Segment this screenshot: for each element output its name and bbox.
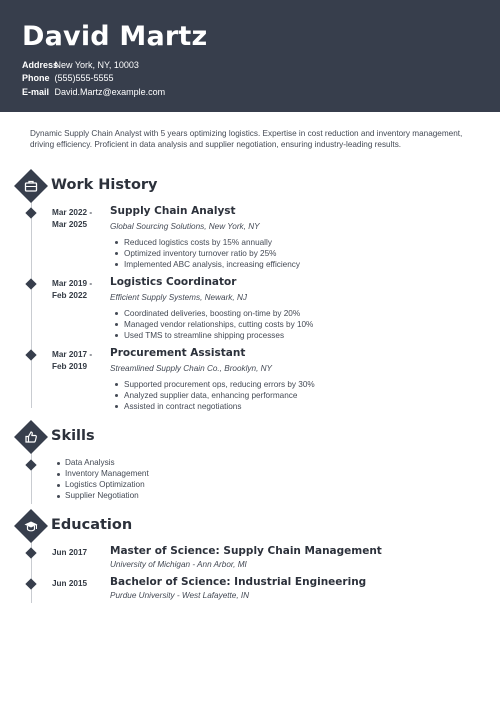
list-item: Supplier Negotiation [56,491,149,502]
job-3-bullets [114,379,315,413]
professional-summary: Dynamic Supply Chain Analyst with 5 years optimizing logistics. Expertise in cost reduction and inventory management, driving efficiency. Proficient in data analysis and supplier negotiation, ensuring industry-leading results. [30,129,463,150]
list-item: Assisted in contract negotiations [114,401,315,412]
resume-header [0,0,500,112]
phone-row [22,72,500,85]
email-label: E-mail [22,86,50,97]
job-1-dates [52,207,108,231]
address-value: New York, NY, 10003 [54,60,139,70]
list-item: Managed vendor relationships, cutting costs by 10% [114,319,313,330]
job-2-dates [52,278,108,302]
education-2-school: Purdue University - West Lafayette, IN [110,591,250,600]
job-1-date-end: Mar 2025 [52,220,88,229]
job-2-bullets [114,308,313,342]
education-title: Education [51,517,133,533]
education-2-marker [25,578,36,589]
education-1-school: University of Michigan - Ann Arbor, MI [110,560,247,569]
graduation-cap-icon [14,509,48,543]
phone-value: (555)555-5555 [54,73,114,84]
job-3-dates [52,349,108,373]
list-item: Data Analysis [56,458,149,469]
job-2-date-start: Mar 2019 - [52,279,93,288]
work-history-title: Work History [51,177,158,193]
education-2-degree: Bachelor of Science: Industrial Engineering [110,576,367,588]
thumbs-up-icon [14,420,48,454]
skills-list [56,458,149,502]
list-item: Inventory Management [56,469,149,480]
skills-title: Skills [51,428,95,444]
job-3-date-end: Feb 2019 [52,362,88,371]
email-row [22,86,500,99]
list-item: Coordinated deliveries, boosting on-time by 20% [114,308,313,319]
job-1-title: Supply Chain Analyst [110,205,236,217]
skills-marker [25,459,36,470]
job-1-date-start: Mar 2022 - [52,208,93,217]
list-item: Optimized inventory turnover ratio by 25% [114,248,300,259]
education-1-date: Jun 2017 [52,548,88,557]
education-1-degree: Master of Science: Supply Chain Management [110,545,382,557]
education-2-date: Jun 2015 [52,579,88,588]
address-label: Address [22,60,59,70]
list-item: Reduced logistics costs by 15% annually [114,237,300,248]
education-1-marker [25,547,36,558]
job-2-marker [25,278,36,289]
list-item: Implemented ABC analysis, increasing efficiency [114,259,300,270]
candidate-name: David Martz [22,21,208,52]
list-item: Logistics Optimization [56,480,149,491]
job-2-date-end: Feb 2022 [52,291,88,300]
job-3-marker [25,349,36,360]
work-timeline-line [31,196,32,408]
job-1-marker [25,207,36,218]
list-item: Analyzed supplier data, enhancing performance [114,390,315,401]
list-item: Supported procurement ops, reducing errors by 30% [114,379,315,390]
job-3-date-start: Mar 2017 - [52,350,93,359]
address-row [22,59,500,72]
job-1-company: Global Sourcing Solutions, New York, NY [110,222,260,231]
job-1-bullets [114,237,300,271]
job-3-company: Streamlined Supply Chain Co., Brooklyn, NY [110,364,273,373]
skills-timeline-line [31,448,32,504]
briefcase-icon [14,169,48,203]
job-2-company: Efficient Supply Systems, Newark, NJ [110,293,247,302]
list-item: Used TMS to streamline shipping processes [114,330,313,341]
email-value[interactable]: David.Martz@example.com [54,86,166,97]
job-3-title: Procurement Assistant [110,347,246,359]
contact-info [22,59,500,99]
job-2-title: Logistics Coordinator [110,276,237,288]
phone-label: Phone [22,73,50,84]
